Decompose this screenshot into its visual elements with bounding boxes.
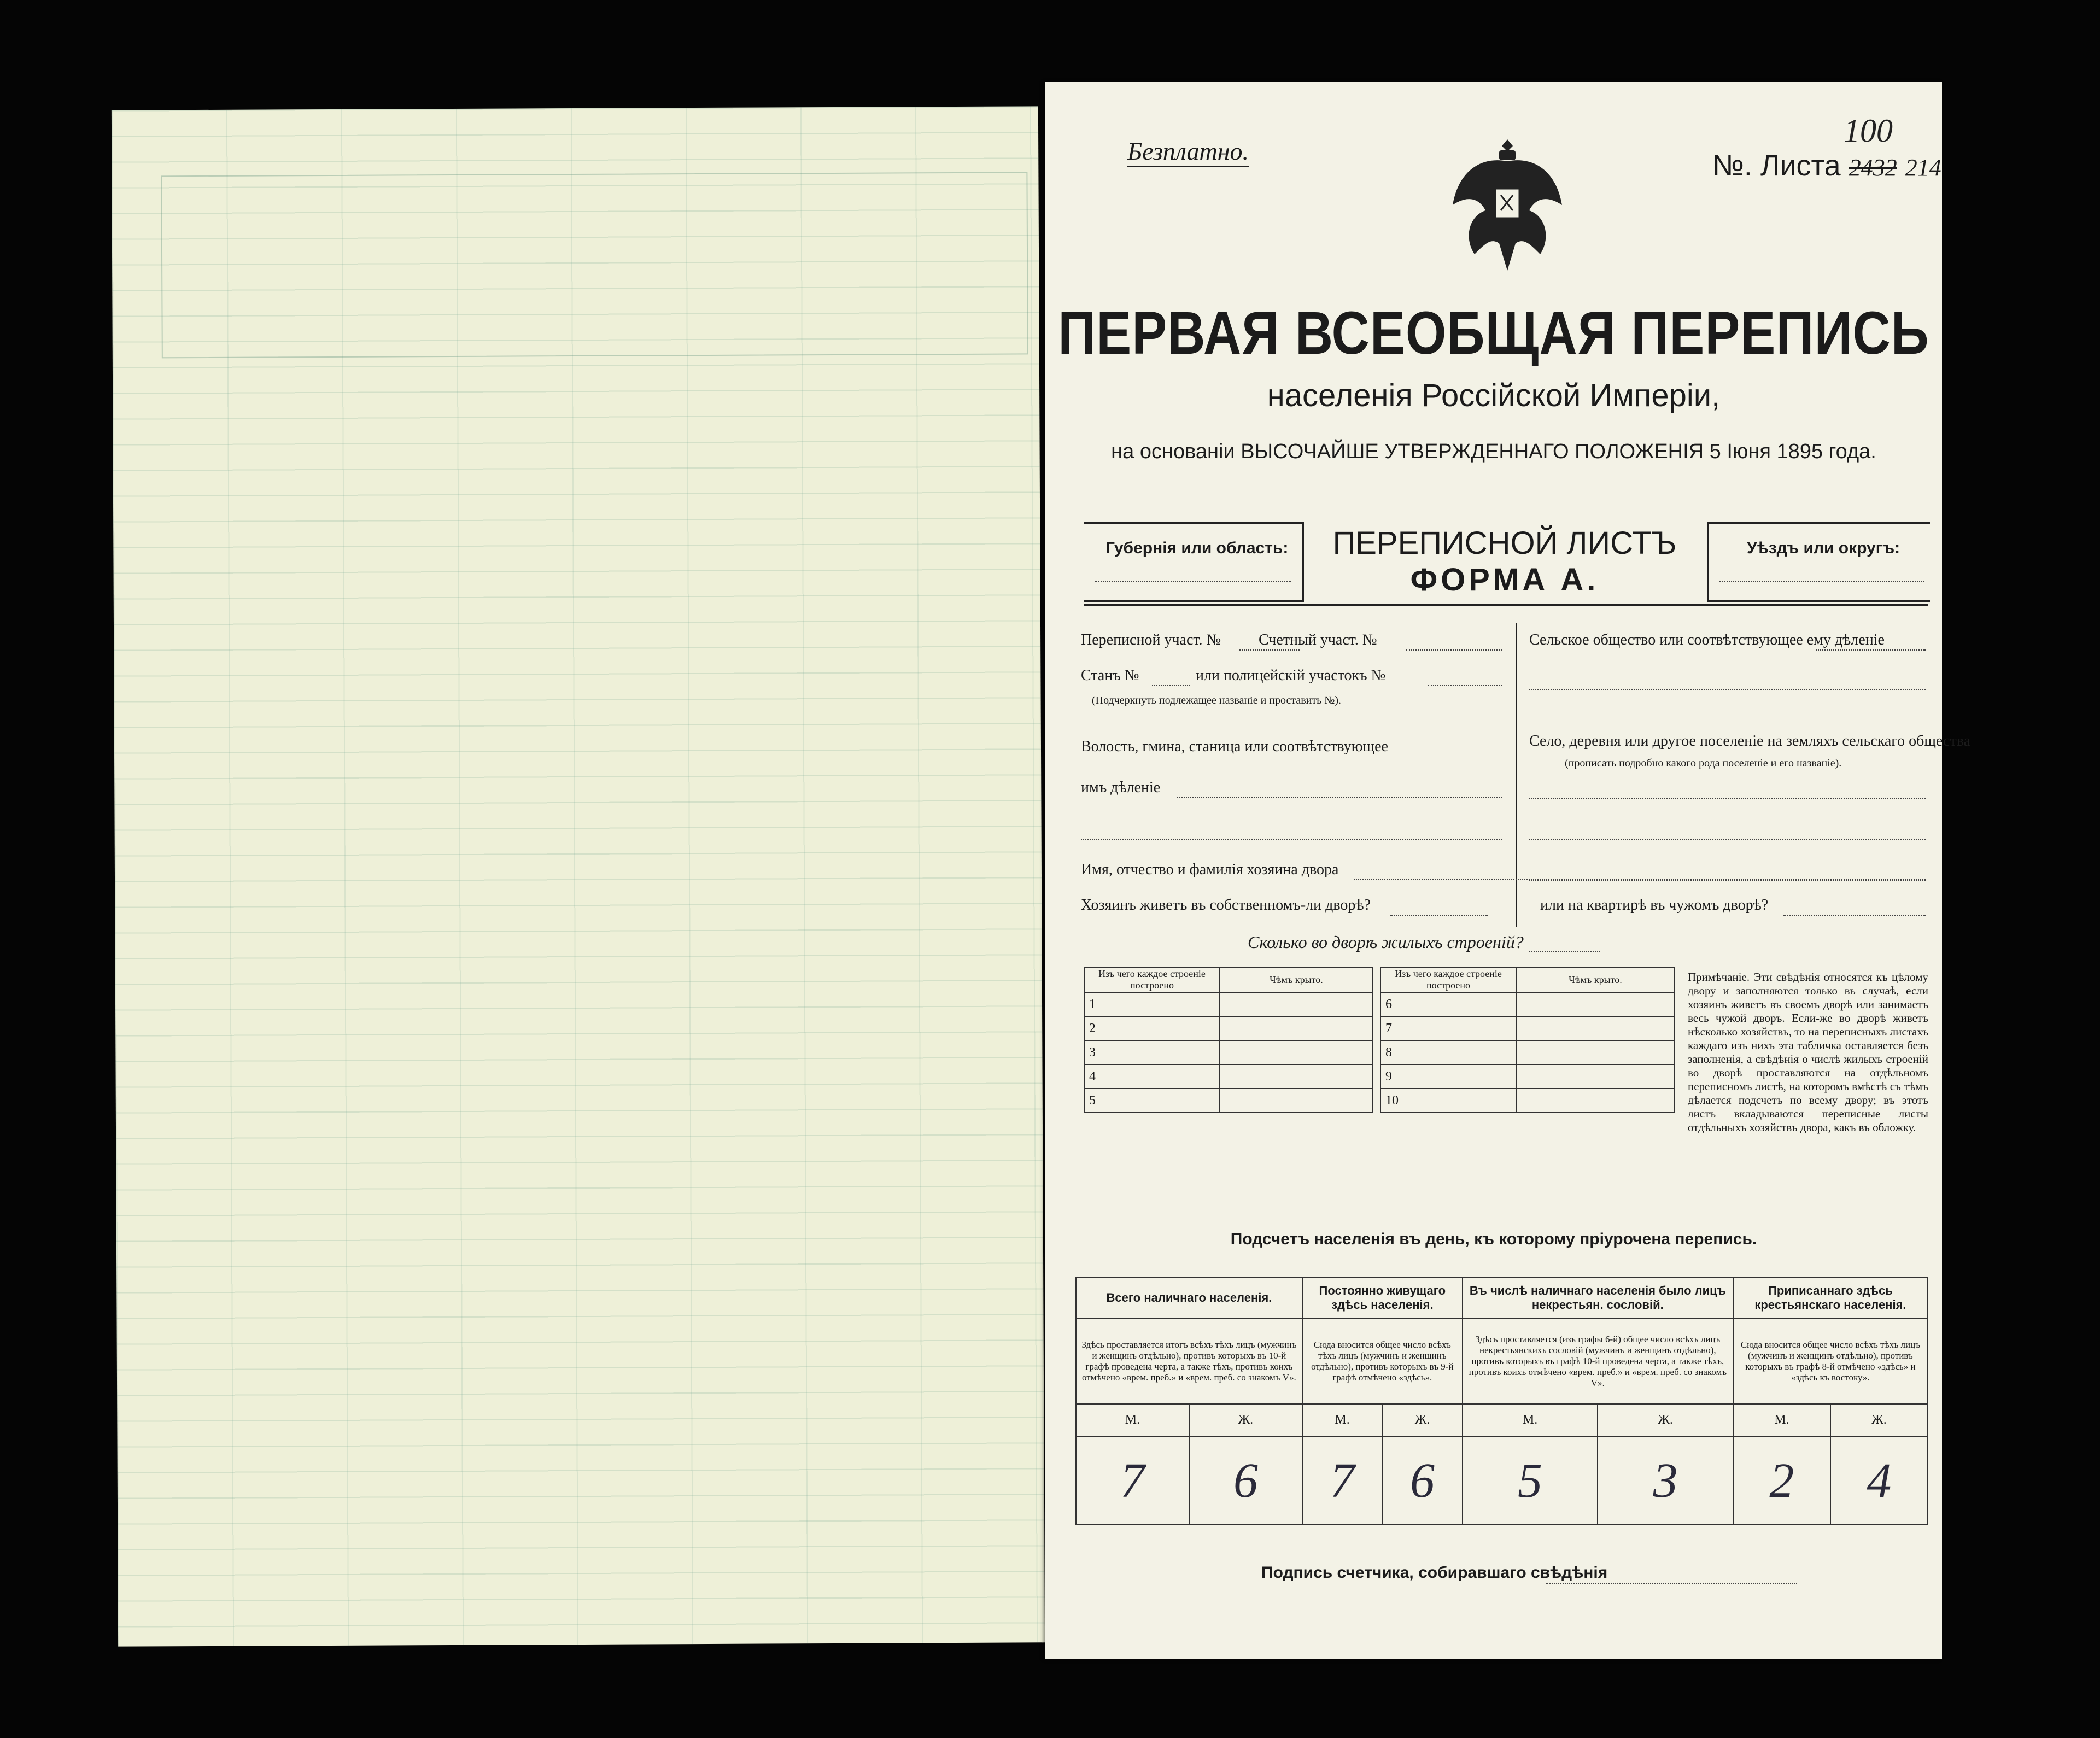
district-label: Уѣздъ или округъ: — [1747, 539, 1900, 557]
form-letter: ФОРМА А. — [1410, 562, 1599, 598]
buildings-row-number: 6 — [1380, 992, 1516, 1016]
buildings-col-material: Изъ чего каждое строеніе построено — [1084, 967, 1220, 992]
buildings-row-number: 7 — [1380, 1016, 1516, 1040]
buildings-row-number: 8 — [1380, 1040, 1516, 1064]
sheet-number-alt: 214 — [1905, 154, 1941, 181]
sheet-number-value: 2432 — [1849, 154, 1897, 181]
buildings-row-number: 1 — [1084, 992, 1220, 1016]
count-peasant-female[interactable]: 4 — [1830, 1437, 1928, 1525]
fields-divider — [1516, 623, 1517, 927]
buildings-col-material: Изъ чего каждое строеніе построено — [1380, 967, 1516, 992]
form-subtitle: населенія Россійской Имперіи, — [1267, 378, 1721, 413]
count-permanent-female[interactable]: 6 — [1382, 1437, 1462, 1525]
count-non-peasant-male[interactable]: 5 — [1463, 1437, 1598, 1525]
count-female-header: Ж. — [1830, 1404, 1928, 1437]
buildings-row — [1380, 1089, 1675, 1113]
stan-label: Станъ № — [1081, 667, 1139, 684]
population-count-title: Подсчетъ населенія въ день, къ которому пріурочена перепись. — [1230, 1230, 1757, 1248]
province-box — [1084, 522, 1304, 602]
buildings-row — [1084, 1040, 1373, 1064]
buildings-roof-cell[interactable] — [1220, 1089, 1373, 1113]
signature-field[interactable] — [1546, 1583, 1797, 1584]
count-desc-non-peasant: Здѣсь проставляется (изъ графы 6-й) общее число всѣхъ лицъ некрестьянскихъ сословій (мужчинъ и женщинъ отдѣльно), противъ которыхъ въ графѣ 10-й проведена черта, а также тѣхъ, противъ коихъ отмѣчено «врем. преб.» и «врем. преб. со знакомъ V». — [1463, 1319, 1733, 1404]
volost-division-label: имъ дѣленіе — [1081, 779, 1161, 796]
buildings-roof-cell[interactable] — [1220, 992, 1373, 1016]
free-label: Безплатно. — [1127, 137, 1249, 167]
ornament-divider — [1439, 487, 1548, 488]
count-female-header: Ж. — [1189, 1404, 1302, 1437]
count-male-header: М. — [1302, 1404, 1382, 1437]
count-female-header: Ж. — [1598, 1404, 1733, 1437]
count-heading-non-peasant: Въ числѣ наличнаго населенія было лицъ некрестьян. сословій. — [1463, 1277, 1733, 1319]
settlement-field-2[interactable] — [1529, 839, 1926, 840]
police-district-label: или полицейскій участокъ № — [1196, 667, 1386, 684]
district-box — [1707, 522, 1930, 602]
counting-district-field[interactable] — [1406, 649, 1502, 651]
buildings-note: Примѣчаніе. Эти свѣдѣнія относятся къ цѣлому двору и заполняются только въ случаѣ, если хозяинъ живетъ въ своемъ дворѣ или занимаетъ весь чужой дворъ. Если-же во дворѣ живетъ нѣсколько хозяйствъ, то на переписныхъ листахъ каждаго изъ нихъ эта табличка оставляется безъ заполненія, а свѣдѣнія о числѣ жилыхъ строеній во дворѣ проставляются на отдѣльномъ переписномъ листѣ, на которомъ вмѣстѣ съ тѣмъ дѣлается подсчетъ по всему двору; въ этотъ листъ вкладываются переписные листы отдѣльныхъ хозяйствъ двора, какъ въ обложку. — [1688, 970, 1928, 1134]
province-field[interactable] — [1095, 581, 1291, 582]
underline-instruction: (Подчеркнуть подлежащее названіе и проставить №). — [1092, 694, 1341, 706]
left-sheet-reverse — [112, 106, 1045, 1646]
form-basis: на основаніи ВЫСОЧАЙШЕ УТВЕРЖДЕННАГО ПОЛОЖЕНІЯ 5 Іюня 1895 года. — [1111, 440, 1876, 463]
buildings-question: Сколько во дворѣ жилыхъ строеній? — [1248, 932, 1524, 952]
buildings-roof-cell[interactable] — [1516, 992, 1675, 1016]
form-title-block — [1302, 525, 1707, 598]
buildings-count-field[interactable] — [1529, 951, 1600, 952]
count-heading-permanent: Постоянно живущаго здѣсь населенія. — [1302, 1277, 1463, 1319]
owner-own-yard-field[interactable] — [1390, 915, 1488, 916]
count-male-header: М. — [1076, 1404, 1189, 1437]
buildings-col-roof: Чѣмъ крыто. — [1220, 967, 1373, 992]
buildings-row-number: 9 — [1380, 1064, 1516, 1089]
form-title: ПЕРЕПИСНОЙ ЛИСТЪ — [1332, 525, 1677, 561]
count-male-header: М. — [1733, 1404, 1830, 1437]
buildings-row — [1084, 1016, 1373, 1040]
district-field[interactable] — [1719, 581, 1924, 582]
sheet-number — [1712, 149, 1941, 183]
count-heading-peasant: Приписаннаго здѣсь крестьянскаго населенія. — [1733, 1277, 1928, 1319]
owner-name-label: Имя, отчество и фамилія хозяина двора — [1081, 861, 1339, 878]
buildings-row — [1380, 1016, 1675, 1040]
stan-field[interactable] — [1152, 685, 1190, 686]
rural-society-label: Сельское общество или соотвѣтствующее ему дѣленіе — [1529, 631, 1885, 648]
count-male-header: М. — [1463, 1404, 1598, 1437]
buildings-roof-cell[interactable] — [1220, 1064, 1373, 1089]
volost-field[interactable] — [1177, 797, 1502, 798]
count-non-peasant-female[interactable]: 3 — [1598, 1437, 1733, 1525]
buildings-roof-cell[interactable] — [1220, 1016, 1373, 1040]
volost-label: Волость, гмина, станица или соотвѣтствующее — [1081, 738, 1388, 755]
buildings-roof-cell[interactable] — [1220, 1040, 1373, 1064]
buildings-roof-cell[interactable] — [1516, 1064, 1675, 1089]
census-district-label: Переписной участ. № — [1081, 631, 1221, 648]
count-peasant-male[interactable]: 2 — [1733, 1437, 1830, 1525]
buildings-table-right — [1380, 967, 1675, 1113]
buildings-table-left — [1084, 967, 1373, 1113]
buildings-row — [1380, 992, 1675, 1016]
census-district-field[interactable] — [1239, 649, 1300, 651]
header-rule — [1084, 604, 1928, 606]
buildings-row — [1380, 1040, 1675, 1064]
buildings-col-roof: Чѣмъ крыто. — [1516, 967, 1675, 992]
settlement-field[interactable] — [1529, 798, 1926, 799]
owner-name-field[interactable] — [1354, 879, 1926, 880]
buildings-row-number: 2 — [1084, 1016, 1220, 1040]
buildings-row — [1084, 992, 1373, 1016]
imperial-eagle-emblem — [1447, 134, 1567, 276]
rural-society-field[interactable] — [1816, 649, 1926, 651]
settlement-instruction: (прописать подробно какого рода поселеніе и его названіе). — [1565, 757, 1842, 769]
count-desc-peasant: Сюда вносится общее число всѣхъ тѣхъ лицъ (мужчинъ и женщинъ отдѣльно), противъ которыхъ въ графѣ 8-й отмѣчено «здѣсь» и «здѣсь къ востоку». — [1733, 1319, 1928, 1404]
buildings-row-number: 10 — [1380, 1089, 1516, 1113]
owner-other-yard-label: или на квартирѣ въ чужомъ дворѣ? — [1540, 897, 1769, 914]
buildings-row — [1380, 1064, 1675, 1089]
sheet-number-label: №. Листа — [1712, 149, 1841, 182]
buildings-row — [1084, 1089, 1373, 1113]
count-total-female[interactable]: 6 — [1189, 1437, 1302, 1525]
owner-other-yard-field[interactable] — [1783, 915, 1926, 916]
rural-society-field-2[interactable] — [1529, 689, 1926, 690]
police-district-field[interactable] — [1428, 685, 1502, 686]
counting-district-label: Счетный участ. № — [1259, 631, 1377, 648]
count-permanent-male[interactable]: 7 — [1302, 1437, 1382, 1525]
settlement-label: Село, деревня или другое поселеніе на земляхъ сельскаго общества — [1529, 733, 1970, 750]
count-female-header: Ж. — [1382, 1404, 1462, 1437]
count-desc-total: Здѣсь проставляется итогъ всѣхъ тѣхъ лицъ (мужчинъ и женщинъ отдѣльно), противъ которыхъ въ 10-й графѣ проведена черта, а также тѣхъ, противъ коихъ отмѣчено «врем. преб.» и «врем. преб. со знакомъ V». — [1076, 1319, 1302, 1404]
buildings-row-number: 3 — [1084, 1040, 1220, 1064]
population-count-table — [1075, 1277, 1928, 1525]
settlement-field-3[interactable] — [1529, 880, 1926, 881]
count-heading-total: Всего наличнаго населенія. — [1076, 1277, 1302, 1319]
signature-label: Подпись счетчика, собиравшаго свѣдѣнія — [1261, 1564, 1608, 1582]
form-main-title: ПЕРВАЯ ВСЕОБЩАЯ ПЕРЕПИСЬ — [1058, 299, 1929, 367]
buildings-row-number: 5 — [1084, 1089, 1220, 1113]
census-form-sheet — [1045, 82, 1970, 1659]
province-label: Губернія или область: — [1105, 539, 1289, 557]
reverse-table-header — [161, 172, 1028, 358]
buildings-row — [1084, 1064, 1373, 1089]
count-desc-permanent: Сюда вносится общее число всѣхъ тѣхъ лицъ (мужчинъ и женщинъ отдѣльно), противъ которыхъ въ 9-й графѣ отмѣчено «здѣсь». — [1302, 1319, 1463, 1404]
owner-own-yard-label: Хозяинъ живетъ въ собственномъ-ли дворѣ? — [1081, 897, 1371, 914]
volost-field-2[interactable] — [1081, 839, 1502, 840]
buildings-roof-cell[interactable] — [1516, 1089, 1675, 1113]
archive-number: 100 — [1844, 113, 1893, 149]
buildings-roof-cell[interactable] — [1516, 1016, 1675, 1040]
buildings-roof-cell[interactable] — [1516, 1040, 1675, 1064]
count-total-male[interactable]: 7 — [1076, 1437, 1189, 1525]
buildings-row-number: 4 — [1084, 1064, 1220, 1089]
